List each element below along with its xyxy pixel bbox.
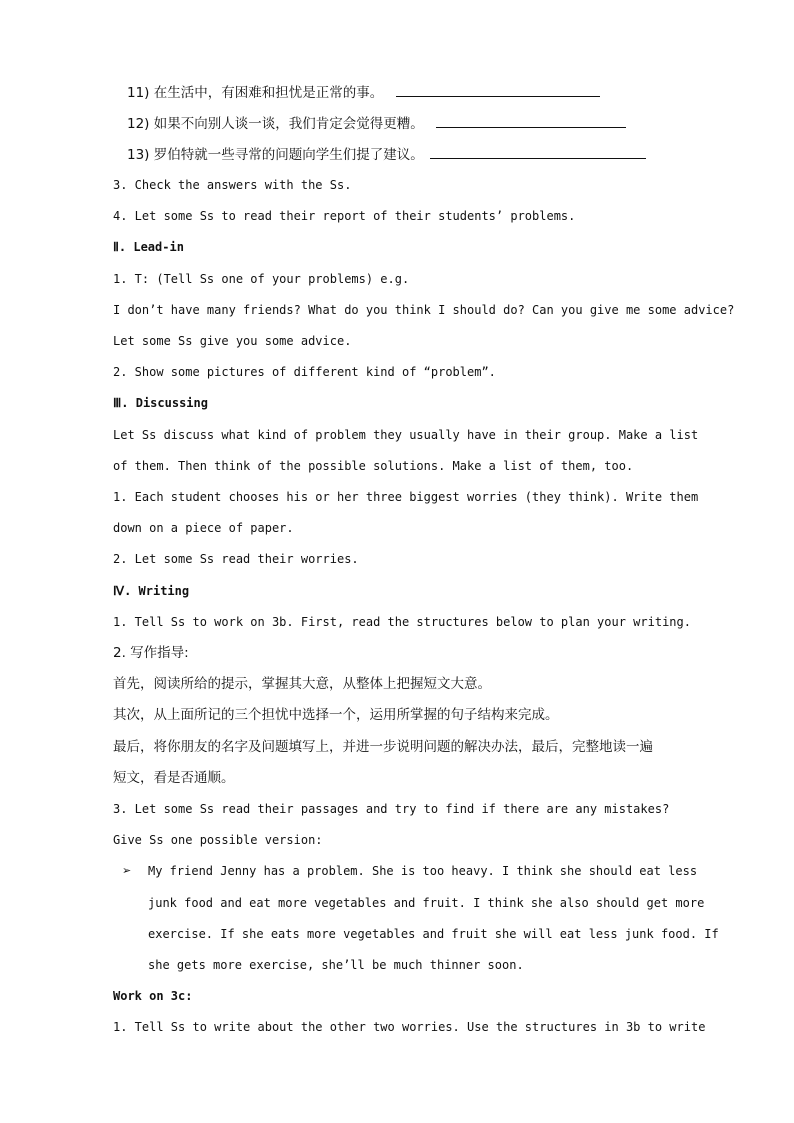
- paragraph-line: 1. T: (Tell Ss one of your problems) e.g.: [113, 272, 410, 286]
- paragraph-line: 2. Let some Ss read their worries.: [113, 552, 359, 566]
- answer-blank[interactable]: [396, 84, 600, 97]
- step-4: 4. Let some Ss to read their report of their students’ problems.: [113, 209, 576, 223]
- section-heading-discussing: Ⅲ. Discussing: [113, 396, 208, 410]
- sample-line: junk food and eat more vegetables and fruit. I think she also should get more: [148, 896, 705, 910]
- exercise-13: [127, 146, 697, 163]
- paragraph-line: Let Ss discuss what kind of problem they usually have in their group. Make a list: [113, 428, 699, 442]
- answer-blank[interactable]: [436, 115, 626, 128]
- sample-line: she gets more exercise, she’ll be much thinner soon.: [148, 958, 524, 972]
- answer-blank[interactable]: [430, 146, 646, 159]
- arrow-bullet-icon: ➢: [122, 864, 132, 877]
- exercise-12: [127, 115, 697, 132]
- paragraph-line: 2. 写作指导:: [113, 645, 189, 661]
- exercise-text: 在生活中，有困难和担忧是正常的事。: [153, 85, 384, 101]
- exercise-number: 11): [127, 85, 150, 101]
- paragraph-line: 1. Tell Ss to work on 3b. First, read the structures below to plan your writing.: [113, 615, 691, 629]
- paragraph-line: 3. Let some Ss read their passages and try to find if there are any mistakes?: [113, 802, 670, 816]
- paragraph-line: Give Ss one possible version:: [113, 833, 323, 847]
- paragraph-line: Let some Ss give you some advice.: [113, 334, 352, 348]
- sample-line: exercise. If she eats more vegetables and fruit she will eat less junk food. If: [148, 927, 719, 941]
- step-3: 3. Check the answers with the Ss.: [113, 178, 352, 192]
- section-heading-leadin: Ⅱ. Lead-in: [113, 240, 184, 254]
- section-heading-writing: Ⅳ. Writing: [113, 584, 190, 598]
- exercise-text: 罗伯特就一些寻常的问题向学生们提了建议。: [153, 147, 424, 163]
- paragraph-line: 其次，从上面所记的三个担忧中选择一个，运用所掌握的句子结构来完成。: [113, 707, 559, 723]
- paragraph-line: 1. Tell Ss to write about the other two worries. Use the structures in 3b to write: [113, 1020, 706, 1034]
- exercise-number: 13): [127, 147, 150, 163]
- paragraph-line: down on a piece of paper.: [113, 521, 294, 535]
- exercise-11: [127, 84, 697, 101]
- exercise-text: 如果不向别人谈一谈，我们肯定会觉得更糟。: [153, 116, 424, 132]
- paragraph-line: 短文，看是否通顺。: [113, 770, 235, 786]
- section-heading-work3c: Work on 3c:: [113, 989, 193, 1003]
- paragraph-line: 1. Each student chooses his or her three biggest worries (they think). Write them: [113, 490, 699, 504]
- paragraph-line: 2. Show some pictures of different kind of “problem”.: [113, 365, 496, 379]
- exercise-number: 12): [127, 116, 150, 132]
- paragraph-line: I don’t have many friends? What do you think I should do? Can you give me some advice?: [113, 303, 735, 317]
- sample-line: My friend Jenny has a problem. She is too heavy. I think she should eat less: [148, 864, 698, 878]
- paragraph-line: 最后，将你朋友的名字及问题填写上，并进一步说明问题的解决办法，最后，完整地读一遍: [113, 739, 653, 755]
- paragraph-line: 首先，阅读所给的提示，掌握其大意，从整体上把握短文大意。: [113, 676, 491, 692]
- paragraph-line: of them. Then think of the possible solutions. Make a list of them, too.: [113, 459, 634, 473]
